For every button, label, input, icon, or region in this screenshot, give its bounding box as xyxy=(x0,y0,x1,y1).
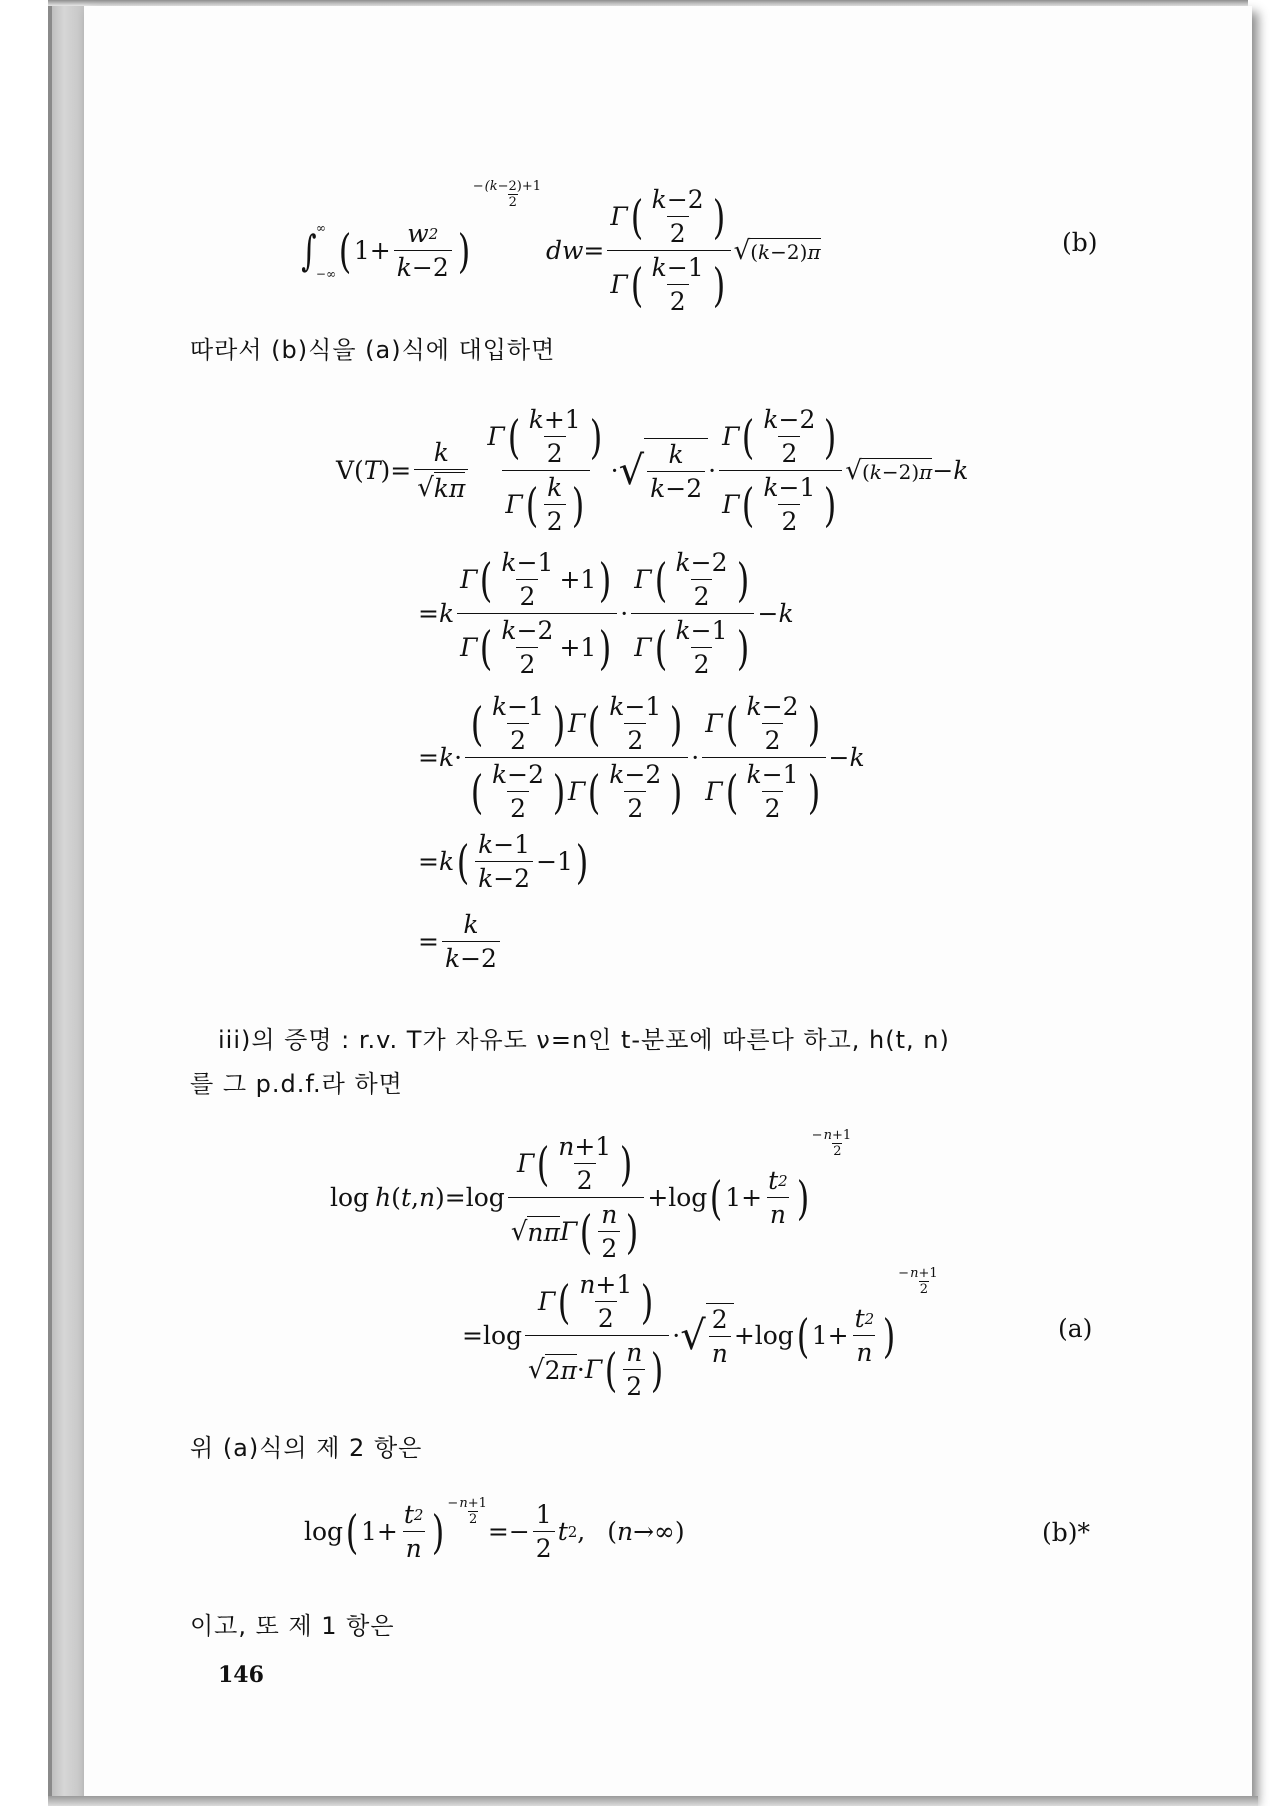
equation-variance-line-1: V( T )= k √ kπ Γ ( k +1 2 ) Γ ( $\frac{k}{2}$ ) · √ k k −2 · Γ ( k −2 2 ) Γ ( k −1 2 ) √ (k−2)π − k xyxy=(336,405,969,536)
text-first-term: 이고, 또 제 1 항은 xyxy=(190,1612,395,1640)
text-proof-iii-line-2: 를 그 p.d.f.라 하면 xyxy=(190,1070,403,1098)
equation-variance-line-3: = k · ( k −1 2 ) Γ ( k −1 2 ) ( k −2 2 ) Γ ( k −2 2 ) · Γ ( k −2 2 ) Γ ( k −1 2 ) − k xyxy=(418,692,865,823)
equation-log-h-line-1: log h ( t , n )=log Γ ( n +1 2 ) √ nπ Γ ( $\frac{n}{2}$ ) +log ( 1+ t 2 n ) − n +1 2 xyxy=(330,1128,852,1263)
equation-variance-line-4: = k ( k −1 k −2 −1 ) xyxy=(418,830,589,893)
book-spine-shadow xyxy=(48,0,52,1806)
book-edge xyxy=(48,0,84,1806)
equation-second-term-limit: log ( 1+ t 2 n ) − n +1 2 =− $\frac{1}{2}$ t 2 , ( n →∞) xyxy=(304,1496,685,1563)
text-second-term: 위 (a)식의 제 2 항은 xyxy=(190,1434,423,1462)
page-number: 146 xyxy=(218,1662,264,1688)
equation-label-b: (b) xyxy=(1062,228,1098,257)
text-proof-iii-line-1: iii)의 증명 : r.v. T가 자유도 ν=n인 t-분포에 따른다 하고, h(t, n) xyxy=(218,1026,950,1054)
equation-variance-line-5: = k k −2 xyxy=(418,910,503,973)
text-substitute: 따라서 (b)식을 (a)식에 대입하면 xyxy=(190,336,556,364)
equation-log-h-line-2: =log Γ ( n +1 2 ) √ 2π · Γ ( $\frac{n}{2}$ ) · √ $\frac{2}{n}$ +log ( 1+ t 2 n ) − n +1 2 xyxy=(462,1266,938,1401)
book-bottom-edge xyxy=(48,1796,1258,1806)
equation-integral: ∫ ∞ −∞ ( 1+ w 2 k −2 ) − (k −2)+1 2 dw = Γ ( k −2 2 ) Γ ( k −1 2 ) √ (k−2)π xyxy=(301,179,821,316)
equation-label-b-star: (b)* xyxy=(1042,1518,1091,1547)
equation-variance-line-2: = k Γ ( k −1 2 +1 ) Γ ( k −2 2 +1 ) · Γ ( k −2 2 ) Γ ( k −1 2 ) − k xyxy=(418,548,794,679)
equation-label-a: (a) xyxy=(1058,1314,1093,1343)
